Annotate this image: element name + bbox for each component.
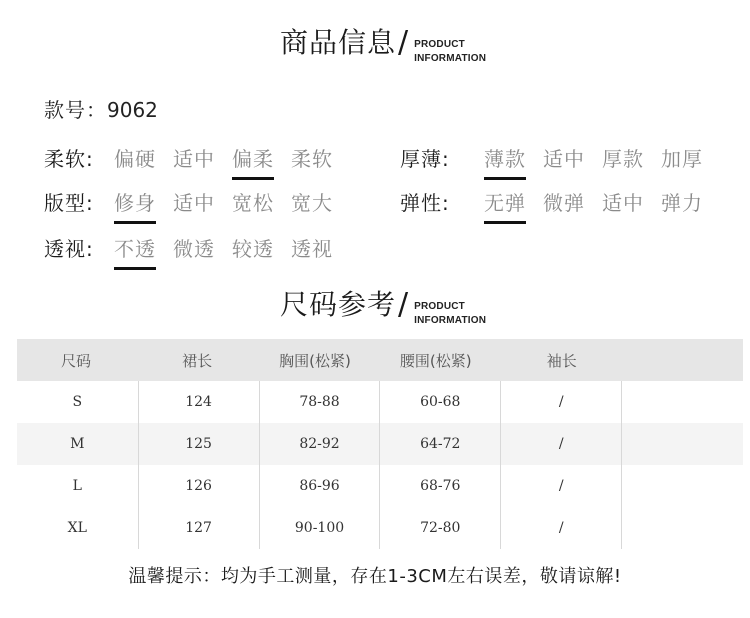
thickness-label: 厚薄: bbox=[400, 146, 450, 171]
elasticity-option: 弹力 bbox=[661, 190, 703, 215]
cell-sleeve-length: / bbox=[501, 507, 622, 549]
size-reference-title: 尺码参考 bbox=[280, 288, 397, 321]
header-empty bbox=[622, 339, 743, 381]
product-info-subtitle bbox=[414, 38, 486, 66]
header-bust: 胸围(松紧) bbox=[259, 339, 380, 381]
cell-empty bbox=[622, 381, 743, 423]
table-row bbox=[17, 423, 743, 465]
table-row bbox=[17, 507, 743, 549]
elasticity-row bbox=[400, 181, 720, 221]
cell-sleeve-length: / bbox=[501, 465, 622, 507]
cell-sleeve-length: / bbox=[501, 423, 622, 465]
header-size: 尺码 bbox=[17, 339, 138, 381]
fit-label: 版型: bbox=[44, 190, 94, 215]
fit-row bbox=[44, 181, 350, 221]
fit-option: 修身 bbox=[114, 187, 156, 216]
header-waist: 腰围(松紧) bbox=[380, 339, 501, 381]
cell-bust: 82-92 bbox=[259, 423, 380, 465]
thickness-option: 薄款 bbox=[484, 143, 526, 172]
elasticity-label: 弹性: bbox=[400, 190, 450, 215]
thickness-option: 加厚 bbox=[661, 146, 703, 171]
subtitle-line-1: PRODUCT bbox=[414, 39, 465, 50]
subtitle-line-2: INFORMATION bbox=[414, 315, 487, 326]
style-number bbox=[44, 94, 158, 123]
table-row bbox=[17, 381, 743, 423]
softness-option: 偏硬 bbox=[114, 146, 156, 171]
transparency-row bbox=[44, 227, 350, 267]
elasticity-option: 无弹 bbox=[484, 187, 526, 216]
size-reference-subtitle bbox=[414, 300, 486, 328]
softness-option: 偏柔 bbox=[232, 143, 274, 172]
cell-empty bbox=[622, 507, 743, 549]
cell-skirt-length: 125 bbox=[138, 423, 259, 465]
fit-option: 宽大 bbox=[291, 190, 333, 215]
transparency-option: 透视 bbox=[291, 236, 333, 261]
cell-size: XL bbox=[17, 507, 138, 549]
cell-skirt-length: 126 bbox=[138, 465, 259, 507]
size-table bbox=[17, 339, 743, 549]
fit-option: 适中 bbox=[173, 190, 215, 215]
transparency-option: 不透 bbox=[114, 233, 156, 262]
size-table-header bbox=[17, 339, 743, 381]
transparency-option: 较透 bbox=[232, 236, 274, 261]
cell-waist: 68-76 bbox=[380, 465, 501, 507]
cell-size: M bbox=[17, 423, 138, 465]
softness-row bbox=[44, 137, 350, 177]
softness-option: 柔软 bbox=[291, 146, 333, 171]
softness-option: 适中 bbox=[173, 146, 215, 171]
cell-size: S bbox=[17, 381, 138, 423]
title-slash: / bbox=[398, 287, 409, 322]
cell-skirt-length: 127 bbox=[138, 507, 259, 549]
cell-skirt-length: 124 bbox=[138, 381, 259, 423]
style-number-value: 9062 bbox=[107, 98, 158, 122]
cell-waist: 72-80 bbox=[380, 507, 501, 549]
product-info-title: 商品信息 bbox=[280, 26, 397, 59]
cell-waist: 60-68 bbox=[380, 381, 501, 423]
product-info-heading bbox=[280, 26, 486, 66]
elasticity-option: 适中 bbox=[602, 190, 644, 215]
header-skirt-length: 裙长 bbox=[138, 339, 259, 381]
table-row bbox=[17, 465, 743, 507]
size-reference-heading bbox=[280, 288, 486, 328]
cell-bust: 78-88 bbox=[259, 381, 380, 423]
thickness-option: 适中 bbox=[543, 146, 585, 171]
fit-option: 宽松 bbox=[232, 190, 274, 215]
cell-empty bbox=[622, 465, 743, 507]
header-sleeve-length: 袖长 bbox=[501, 339, 622, 381]
softness-label: 柔软: bbox=[44, 146, 94, 171]
measurement-note: 温馨提示：均为手工测量，存在1-3CM左右误差，敬请谅解! bbox=[128, 566, 622, 587]
cell-waist: 64-72 bbox=[380, 423, 501, 465]
cell-size: L bbox=[17, 465, 138, 507]
style-number-label: 款号： bbox=[44, 98, 107, 122]
cell-bust: 86-96 bbox=[259, 465, 380, 507]
cell-bust: 90-100 bbox=[259, 507, 380, 549]
title-slash: / bbox=[398, 25, 409, 60]
subtitle-line-2: INFORMATION bbox=[414, 53, 487, 64]
cell-empty bbox=[622, 423, 743, 465]
elasticity-option: 微弹 bbox=[543, 190, 585, 215]
subtitle-line-1: PRODUCT bbox=[414, 301, 465, 312]
thickness-row bbox=[400, 137, 720, 177]
transparency-label: 透视: bbox=[44, 236, 94, 261]
transparency-option: 微透 bbox=[173, 236, 215, 261]
cell-sleeve-length: / bbox=[501, 381, 622, 423]
thickness-option: 厚款 bbox=[602, 146, 644, 171]
